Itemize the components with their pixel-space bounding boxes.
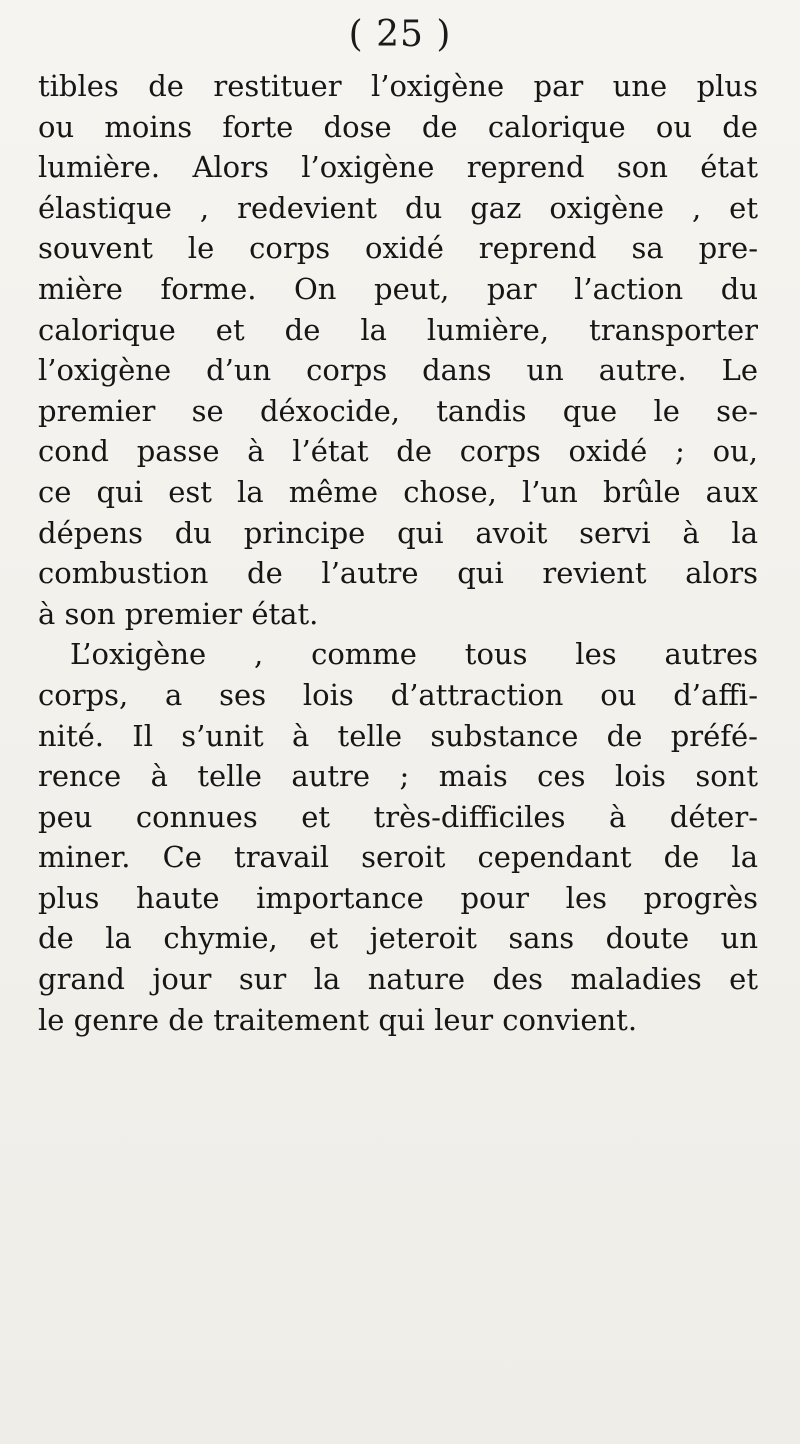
text-line: cond passe à l’état de corps oxidé ; ou, xyxy=(38,434,758,469)
text-line: souvent le corps oxidé reprend sa pre- xyxy=(38,231,758,266)
text-line: miner. Ce travail seroit cependant de la xyxy=(38,840,758,875)
text-line: calorique et de la lumière, transporter xyxy=(38,312,758,347)
text-line: le genre de traitement qui leur convient. xyxy=(38,1002,638,1037)
page-number: ( 25 ) xyxy=(348,14,452,55)
text-line: tibles de restituer l’oxigène par une plus xyxy=(38,69,758,103)
text-line: combustion de l’autre qui revient alors xyxy=(38,556,758,591)
text-line: ce qui est la même chose, l’un brûle aux xyxy=(38,474,758,509)
body-text xyxy=(38,66,758,1040)
text-line: de la chymie, et jeteroit sans doute un xyxy=(38,921,758,956)
text-line: à son premier état. xyxy=(38,596,319,631)
text-line: rence à telle autre ; mais ces lois sont xyxy=(38,759,758,794)
text-line: nité. Il s’unit à telle substance de préfé- xyxy=(38,718,758,753)
text-line: premier se déxocide, tandis que le se- xyxy=(38,393,758,428)
text-line: grand jour sur la nature des maladies et xyxy=(38,962,758,997)
text-line: ou moins forte dose de calorique ou de xyxy=(38,109,758,144)
text-line: élastique , redevient du gaz oxigène , et xyxy=(38,190,758,225)
text-line: dépens du principe qui avoit servi à la xyxy=(38,515,758,550)
text-line: mière forme. On peut, par l’action du xyxy=(38,271,758,306)
text-line: lumière. Alors l’oxigène reprend son état xyxy=(38,150,758,185)
text-line: plus haute importance pour les progrès xyxy=(38,880,758,915)
text-line: peu connues et très-difficiles à déter- xyxy=(38,799,758,834)
text-line: L’oxigène , comme tous les autres xyxy=(70,637,758,672)
text-line: l’oxigène d’un corps dans un autre. Le xyxy=(38,353,758,388)
text-line: corps, a ses lois d’attraction ou d’affi- xyxy=(38,677,758,712)
